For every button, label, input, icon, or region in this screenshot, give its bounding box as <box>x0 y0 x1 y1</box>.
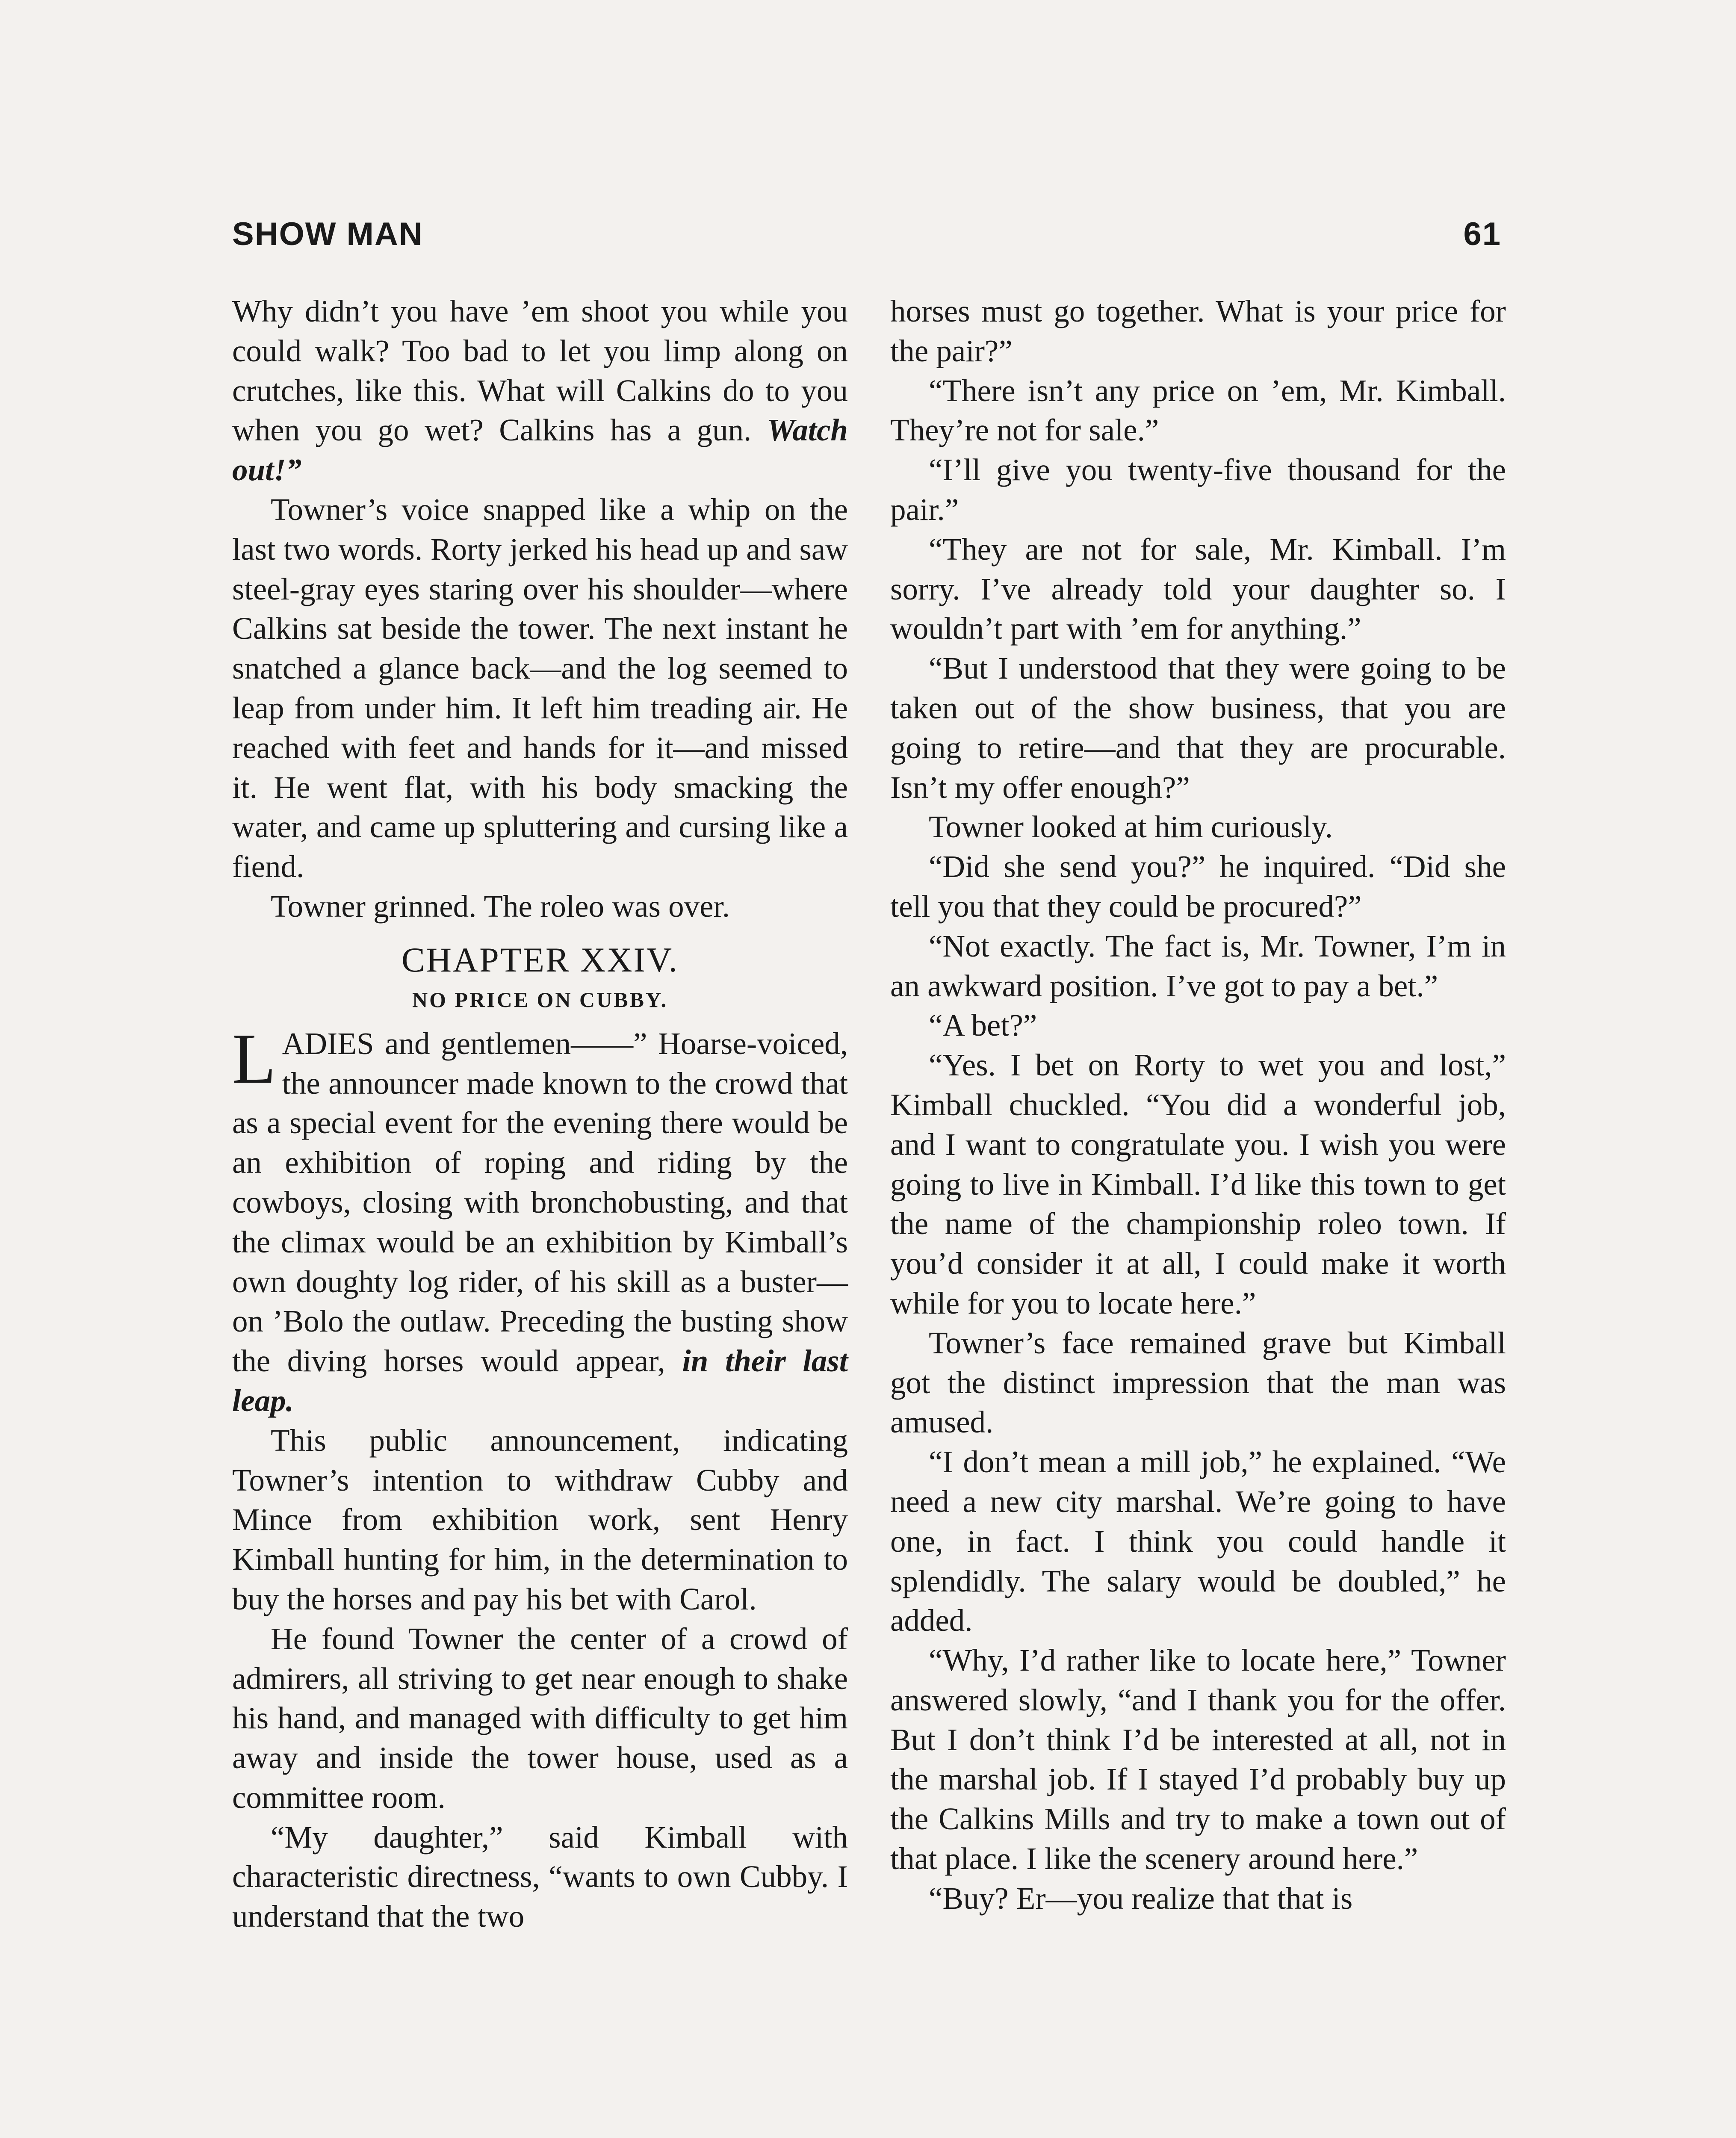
paragraph: horses must go together. What is your price for the pair?” <box>890 294 1506 368</box>
running-title: SHOW MAN <box>232 216 423 252</box>
paragraph: “My daughter,” said Kimball with characteristic directness, “wants to own Cubby. I understand that the two <box>232 1819 848 1934</box>
paragraph: “Why, I’d rather like to locate here,” Towner answered slowly, “and I thank you for the offer. But I don’t think I’d be interested at all, not in the marshal job. If I stayed I’d probably buy up the Calkins Mills and try to make a town out of that place. I like the scenery around here.” <box>890 1643 1506 1876</box>
emphasis: Watch out!” <box>232 413 848 487</box>
paragraph: “But I understood that they were going to be taken out of the show business, that you are going to retire—and that they are procurable. Isn’t my offer enough?” <box>890 651 1506 805</box>
paragraph: Towner’s face remained grave but Kimball got the distinct impression that the man was amused. <box>890 1325 1506 1440</box>
left-column <box>232 292 848 1937</box>
chapter-title: CHAPTER XXIV. <box>402 940 679 979</box>
paragraph: Why didn’t you have ’em shoot you while you could walk? Too bad to let you limp along on crutches, like this. What will Calkins do to you when you go wet? Calkins has a gun. Watch out!” <box>232 294 848 487</box>
chapter-subtitle: NO PRICE ON CUBBY. <box>412 987 668 1012</box>
paragraph: Towner grinned. The roleo was over. <box>271 889 730 924</box>
paragraph: “There isn’t any price on ’em, Mr. Kimball. They’re not for sale.” <box>890 373 1506 448</box>
paragraph: “I’ll give you twenty-five thousand for the pair.” <box>890 452 1506 527</box>
paragraph: Towner looked at him curiously. <box>929 809 1333 845</box>
emphasis: in their last leap. <box>232 1344 848 1418</box>
page-header <box>232 210 1501 265</box>
drop-cap: L <box>232 1019 276 1099</box>
paragraph: “They are not for sale, Mr. Kimball. I’m sorry. I’ve already told your daughter so. I wouldn’t part with ’em for anything.” <box>890 532 1506 646</box>
paragraph: “Did she send you?” he inquired. “Did she tell you that they could be procured?” <box>890 849 1506 924</box>
paragraph: “Yes. I bet on Rorty to wet you and lost,” Kimball chuckled. “You did a wonderful job, and I want to congratulate you. I wish you were going to live in Kimball. I’d like this town to get the name of the championship roleo town. If you’d consider it at all, I could make it worth while for you to locate here.” <box>890 1048 1506 1320</box>
paragraph: This public announcement, indicating Towner’s intention to withdraw Cubby and Mince from exhibition work, sent Henry Kimball hunting for him, in the determination to buy the horses and pay his bet with Carol. <box>232 1423 848 1616</box>
paragraph: LADIES and gentlemen——” Hoarse-voiced, the announcer made known to the crowd that as a special event for the evening there would be an exhibition of roping and riding by the cowboys, closing with bronchobusting, and that the climax would be an exhibition by Kimball’s own doughty log rider, of his skill as a buster—on ’Bolo the outlaw. Preceding the busting show the diving horses would appear, in their last leap. <box>232 1019 848 1418</box>
paragraph: “Buy? Er—you realize that that is <box>929 1881 1353 1916</box>
right-column <box>890 292 1506 1919</box>
paragraph: He found Towner the center of a crowd of admirers, all striving to get near enough to shake his hand, and managed with difficulty to get him away and inside the tower house, used as a committee room. <box>232 1621 848 1815</box>
page-number: 61 <box>1463 216 1501 252</box>
paragraph: “A bet?” <box>929 1008 1037 1043</box>
paragraph: “I don’t mean a mill job,” he explained. “We need a new city marshal. We’re going to have one, in fact. I think you could handle it splendidly. The salary would be doubled,” he added. <box>890 1444 1506 1638</box>
paragraph: Towner’s voice snapped like a whip on the last two words. Rorty jerked his head up and saw steel-gray eyes staring over his shoulder—where Calkins sat beside the tower. The next instant he snatched a glance back—and the log seemed to leap from under him. It left him treading air. He reached with feet and hands for it—and missed it. He went flat, with his body smacking the water, and came up spluttering and cursing like a fiend. <box>232 492 848 884</box>
paragraph: “Not exactly. The fact is, Mr. Towner, I’m in an awkward position. I’ve got to pay a bet.” <box>890 928 1506 1003</box>
